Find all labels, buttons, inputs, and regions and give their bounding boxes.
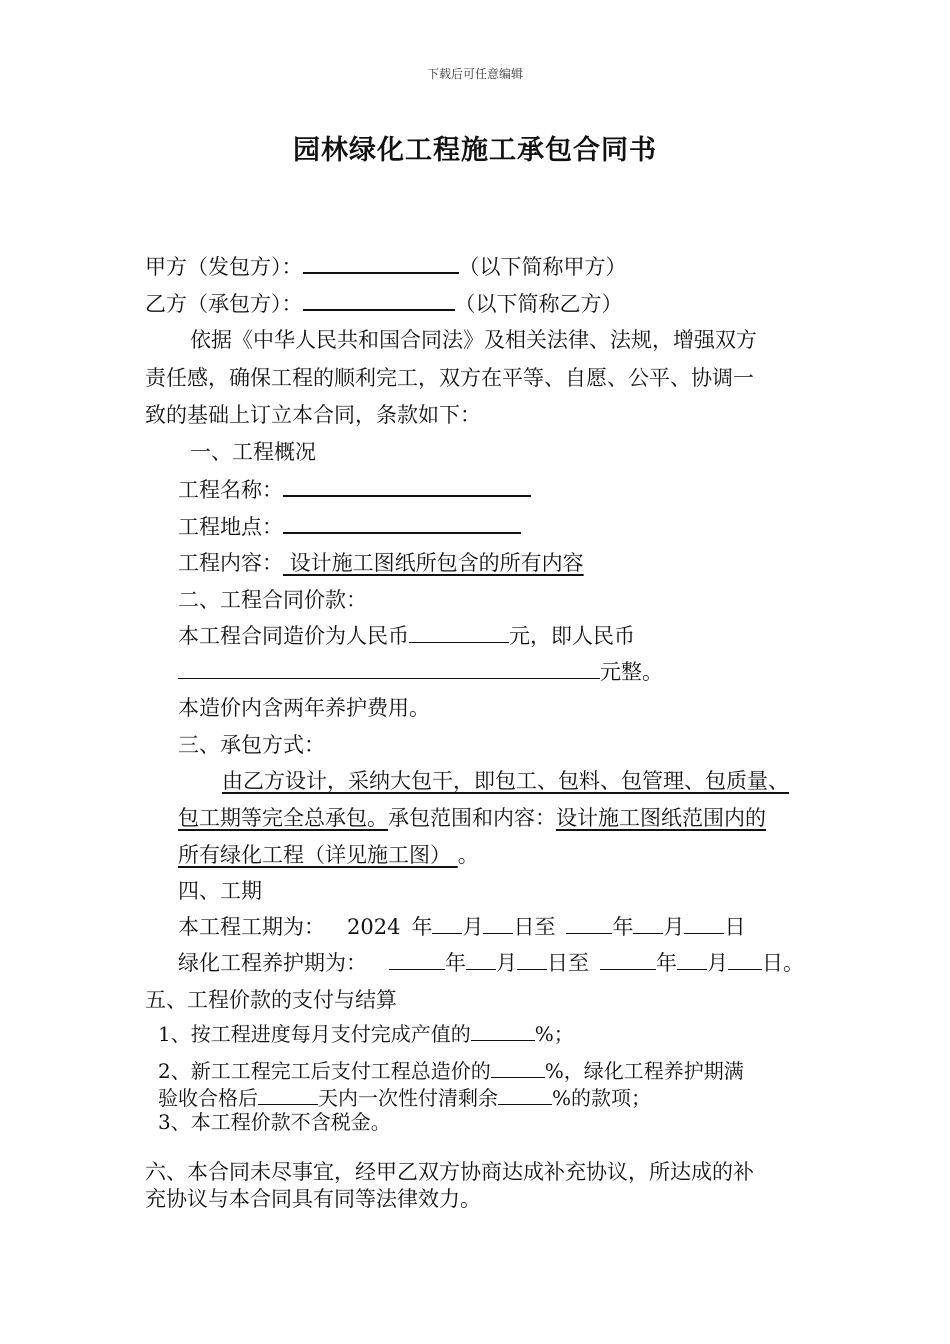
end-month-blank	[633, 913, 663, 934]
day-char: 日	[513, 915, 535, 939]
m-to-char: 至	[568, 951, 589, 975]
payment-item-2-text-a: 2、新工工程完工后支付工程总造价的	[158, 1059, 491, 1083]
m-day-char: 日	[547, 951, 568, 975]
maint-start-day-blank	[517, 949, 547, 970]
project-content-line	[178, 549, 584, 577]
payment-item-2-text-d: 天内一次性付清剩余	[318, 1086, 498, 1110]
month-char-2: 月	[663, 915, 685, 939]
maintenance-period-label: 绿化工程养护期为：	[178, 951, 367, 975]
m-month-char: 月	[496, 951, 517, 975]
intro-line-1: 依据《中华人民共和国合同法》及相关法律、法规，增强双方	[190, 328, 757, 352]
payment-item-1	[158, 1020, 574, 1048]
m-day-end: 日。	[762, 951, 804, 975]
payment-item-1-end: %；	[534, 1022, 574, 1046]
party-b-blank	[303, 289, 455, 311]
year-char-2: 年	[612, 915, 634, 939]
payment-item-2-blank-c	[498, 1084, 552, 1105]
project-name-label: 工程名称：	[178, 478, 283, 502]
contract-scope-text-2: 所有绿化工程（详见施工图）	[178, 843, 458, 867]
payment-item-2-blank-a	[491, 1057, 545, 1078]
maintenance-period-line	[178, 949, 804, 977]
year-char: 年	[411, 915, 433, 939]
maint-end-day-blank	[728, 949, 762, 970]
project-content-label: 工程内容：	[178, 551, 283, 575]
payment-item-2-text-b: %，绿化工程养护期满	[544, 1059, 744, 1083]
day-char-2: 日	[724, 915, 746, 939]
project-name-line	[178, 475, 531, 504]
maint-end-year-blank	[600, 949, 656, 970]
section-5-heading: 五、工程价款的支付与结算	[145, 988, 397, 1012]
party-a-line	[145, 252, 627, 281]
payment-item-2-line-1	[158, 1057, 744, 1085]
price-amount-blank	[409, 622, 509, 643]
contract-scope-label: 承包范围和内容：	[388, 806, 556, 830]
price-words-blank	[178, 658, 600, 679]
month-char: 月	[462, 915, 484, 939]
start-year: 2024	[347, 915, 401, 939]
party-b-suffix: （以下简称乙方）	[454, 292, 623, 316]
contract-mode-text-a: 包工期等完全总承包。	[178, 806, 388, 830]
maint-end-month-blank	[677, 949, 707, 970]
party-a-suffix: （以下简称甲方）	[458, 255, 627, 279]
contract-scope-end: 。	[457, 843, 479, 867]
party-b-label: 乙方（承包方）：	[145, 292, 303, 316]
payment-item-1-text: 1、按工程进度每月支付完成产值的	[158, 1022, 471, 1046]
payment-item-2-blank-b	[258, 1084, 318, 1105]
party-a-blank	[303, 252, 459, 274]
project-name-blank	[283, 475, 531, 497]
party-b-line	[145, 289, 623, 318]
contract-scope-text: 设计施工图纸范围内的	[556, 806, 766, 830]
section-6-line-1: 六、本合同未尽事宜，经甲乙双方协商达成补充协议，所达成的补	[145, 1160, 754, 1184]
start-month-blank	[432, 913, 462, 934]
start-day-blank	[483, 913, 513, 934]
section-6-line-2: 充协议与本合同具有同等法律效力。	[145, 1187, 481, 1211]
maintenance-included-note: 本造价内含两年养护费用。	[178, 696, 430, 720]
intro-line-2: 责任感，确保工程的顺利完工，双方在平等、自愿、公平、协调一	[145, 366, 754, 390]
payment-item-2-text-c: 验收合格后	[158, 1086, 258, 1110]
price-label-c: 元整。	[600, 660, 663, 684]
price-label-b: 元，即人民币	[509, 624, 635, 648]
section-2-heading: 二、工程合同价款：	[178, 588, 367, 612]
payment-item-1-blank	[471, 1020, 535, 1041]
project-content-value: 设计施工图纸所包含的所有内容	[283, 551, 584, 575]
section-4-heading: 四、工期	[178, 879, 262, 903]
to-char: 至	[534, 915, 556, 939]
project-location-label: 工程地点：	[178, 515, 283, 539]
m-month-char-2: 月	[707, 951, 728, 975]
project-location-line	[178, 512, 521, 541]
project-location-blank	[283, 512, 521, 534]
price-label-a: 本工程合同造价为人民币	[178, 624, 409, 648]
contract-mode-line-1: 由乙方设计，采纳大包干，即包工、包料、包管理、包质量、	[222, 769, 789, 793]
end-day-blank	[684, 913, 724, 934]
maint-start-year-blank	[389, 949, 445, 970]
section-1-heading: 一、工程概况	[190, 440, 316, 464]
party-a-label: 甲方（发包方）：	[145, 255, 303, 279]
maint-start-month-blank	[466, 949, 496, 970]
end-year-blank	[566, 913, 612, 934]
payment-item-3: 3、本工程价款不含税金。	[158, 1110, 391, 1134]
construction-period-line	[178, 913, 745, 941]
intro-line-3: 致的基础上订立本合同，条款如下：	[145, 403, 481, 427]
contract-mode-line-2	[178, 804, 766, 832]
page-header-note: 下载后可任意编辑	[426, 67, 523, 81]
price-line	[178, 622, 635, 650]
payment-item-2-text-e: %的款项；	[552, 1086, 652, 1110]
m-year-char: 年	[445, 951, 466, 975]
m-year-char-2: 年	[656, 951, 677, 975]
contract-mode-line-3	[178, 841, 479, 869]
period-label: 本工程工期为：	[178, 915, 325, 939]
document-title: 园林绿化工程施工承包合同书	[293, 135, 657, 166]
price-words-line	[178, 658, 663, 686]
section-3-heading: 三、承包方式：	[178, 733, 325, 757]
